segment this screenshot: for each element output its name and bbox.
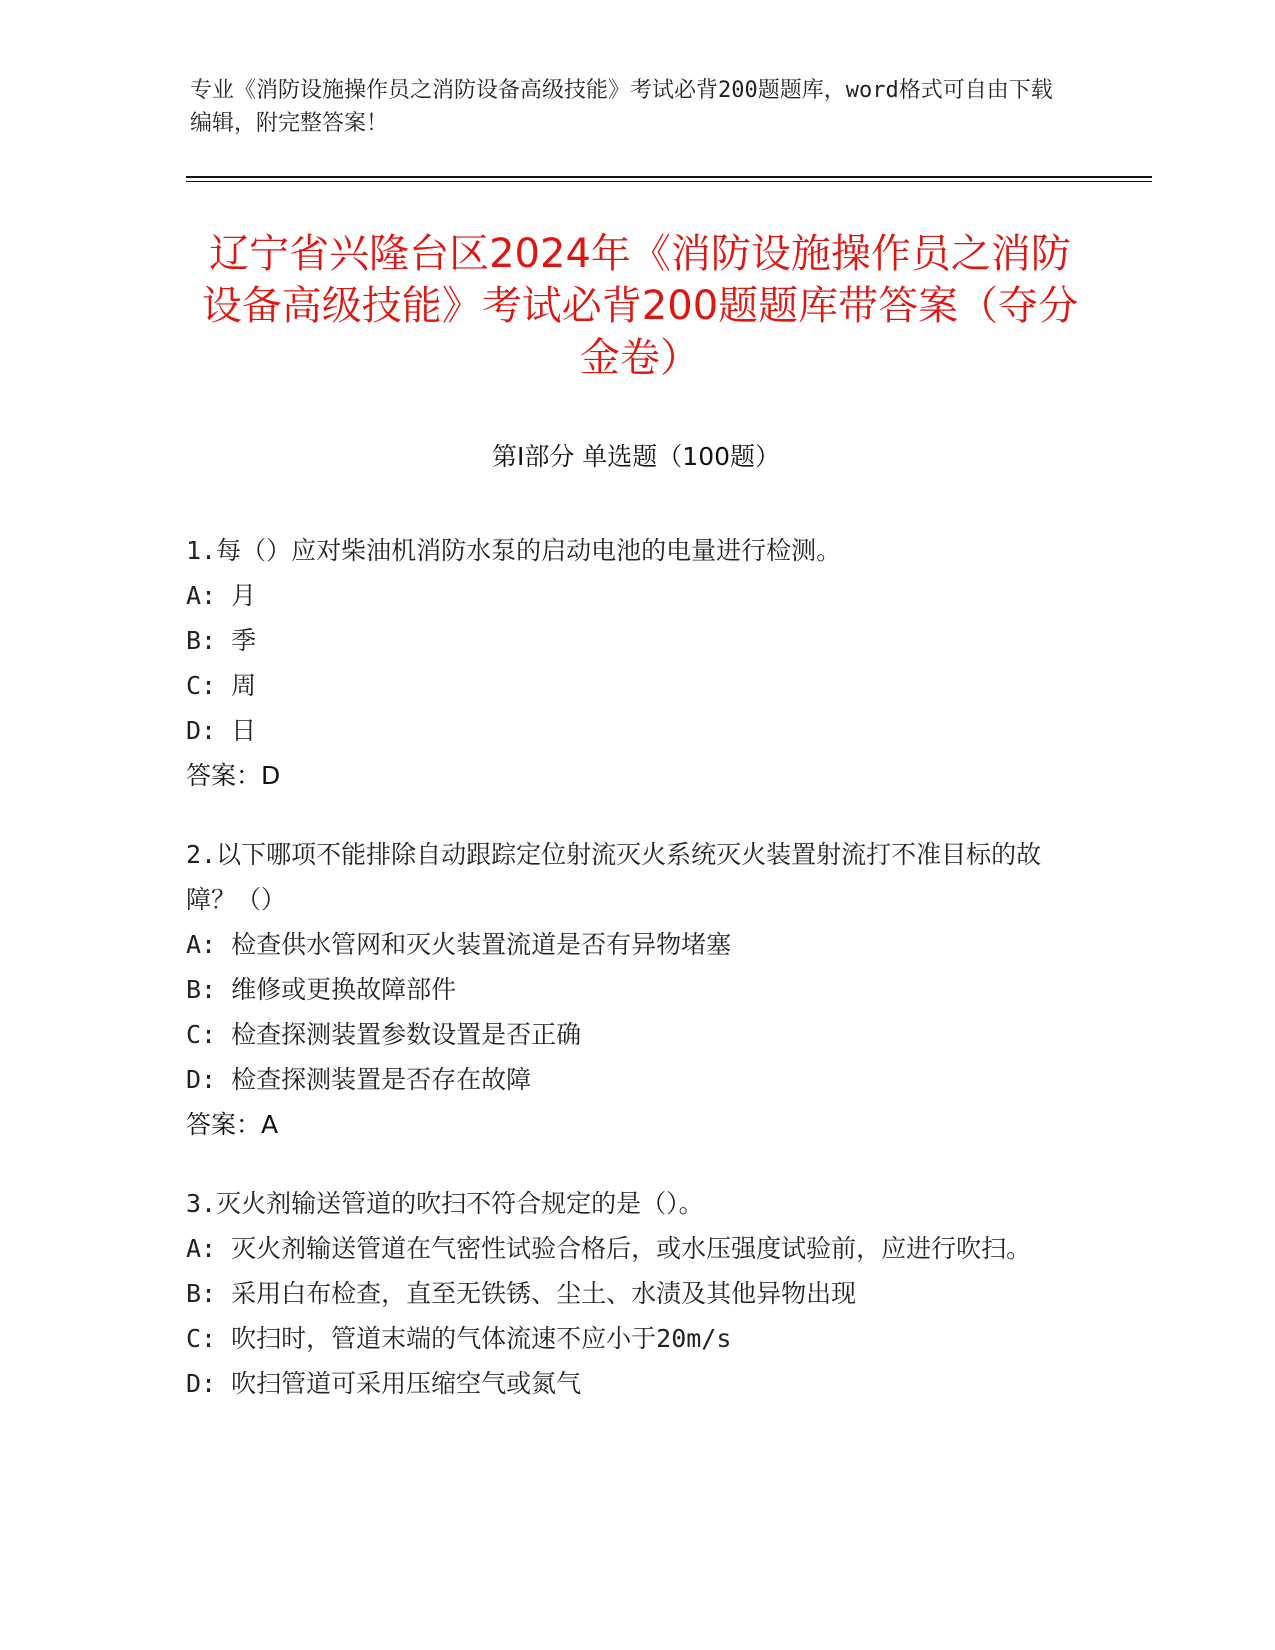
option-a: A: 月 <box>186 581 257 610</box>
option-b: B: 采用白布检查，直至无铁锈、尘土、水渍及其他异物出现 <box>186 1279 857 1308</box>
header-divider-thick <box>186 176 1152 178</box>
option-c: C: 吹扫时，管道末端的气体流速不应小于20m/s <box>186 1324 732 1353</box>
answer-text: 答案：D <box>186 761 281 790</box>
question-text: 1.每（）应对柴油机消防水泵的启动电池的电量进行检测。 <box>186 536 842 565</box>
question-list <box>186 528 1076 1440</box>
option-a: A: 检查供水管网和灭火装置流道是否有异物堵塞 <box>186 930 732 959</box>
question-3 <box>186 1181 1076 1406</box>
header-divider-thin <box>186 181 1152 182</box>
question-1 <box>186 528 1076 798</box>
option-b: B: 季 <box>186 626 257 655</box>
header-note: 专业《消防设施操作员之消防设备高级技能》考试必背200题题库，word格式可自由下载编辑，附完整答案！ <box>190 78 1053 136</box>
option-d: D: 检查探测装置是否存在故障 <box>186 1065 532 1094</box>
option-a: A: 灭火剂输送管道在气密性试验合格后，或水压强度试验前，应进行吹扫。 <box>186 1234 1032 1263</box>
option-c: C: 周 <box>186 671 257 700</box>
answer-text: 答案：A <box>186 1110 279 1139</box>
question-2 <box>186 832 1076 1147</box>
question-text: 3.灭火剂输送管道的吹扫不符合规定的是（）。 <box>186 1189 704 1218</box>
option-d: D: 日 <box>186 716 257 745</box>
document-title: 辽宁省兴隆台区2024年《消防设施操作员之消防设备高级技能》考试必背200题题库带答案（夺分金卷） <box>201 231 1079 381</box>
option-d: D: 吹扫管道可采用压缩空气或氮气 <box>186 1369 582 1398</box>
question-text: 2.以下哪项不能排除自动跟踪定位射流灭火系统灭火装置射流打不准目标的故障？（） <box>186 840 1042 914</box>
option-c: C: 检查探测装置参数设置是否正确 <box>186 1020 582 1049</box>
option-b: B: 维修或更换故障部件 <box>186 975 457 1004</box>
section-title: 第Ⅰ部分 单选题（100题） <box>491 442 781 471</box>
